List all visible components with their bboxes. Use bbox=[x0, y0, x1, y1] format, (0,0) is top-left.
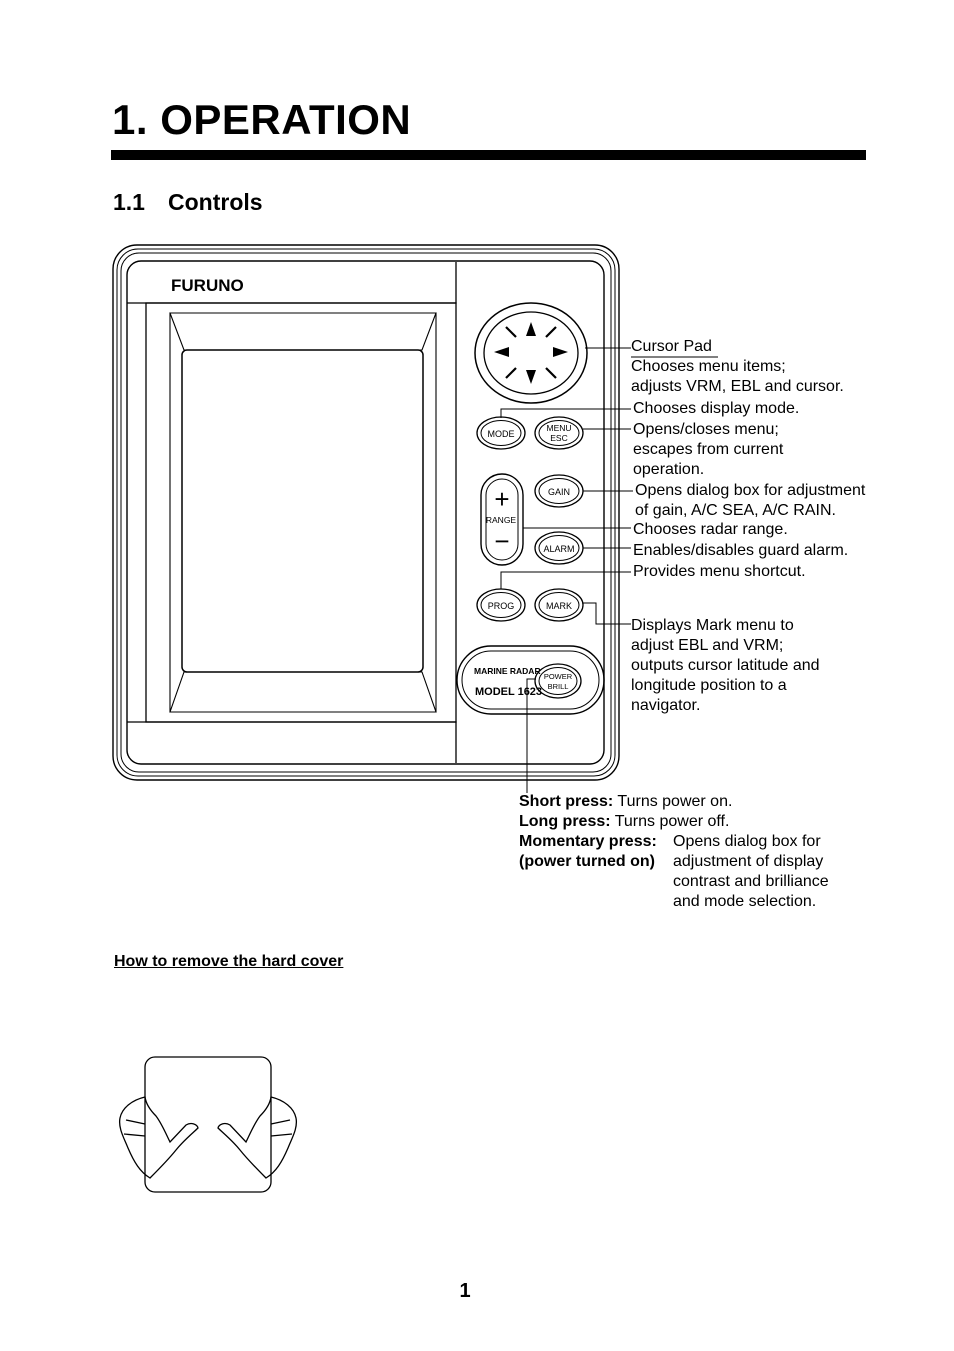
hard-cover bbox=[145, 1057, 271, 1192]
momentary-press-text: contrast and brilliance bbox=[673, 873, 829, 890]
range-button[interactable] bbox=[481, 474, 523, 565]
long-press-label: Long press: bbox=[519, 813, 611, 830]
chapter-title: 1. OPERATION bbox=[112, 96, 412, 143]
callout-range bbox=[633, 520, 788, 540]
menu-button-label: MENU bbox=[546, 423, 572, 433]
callout-cursor-pad bbox=[631, 337, 844, 397]
callout-cursor-pad-title: Cursor Pad bbox=[631, 338, 712, 355]
mark-button-label: MARK bbox=[545, 601, 573, 611]
mode-button-label: MODE bbox=[487, 429, 515, 439]
range-plus-icon[interactable]: + bbox=[494, 484, 510, 514]
arrow-up-right-icon[interactable] bbox=[546, 327, 556, 337]
short-press-label: Short press: bbox=[519, 793, 614, 810]
hard-cover-subheading: How to remove the hard cover bbox=[114, 953, 344, 970]
leader-mark bbox=[583, 603, 631, 624]
prog-button[interactable] bbox=[477, 589, 525, 621]
gain-button-label: GAIN bbox=[547, 487, 571, 497]
callout-mark-line: outputs cursor latitude and bbox=[631, 657, 820, 674]
range-minus-icon[interactable]: − bbox=[494, 526, 510, 556]
arrow-down-left-icon[interactable] bbox=[506, 368, 516, 378]
section-name: Controls bbox=[168, 189, 263, 215]
callout-mode bbox=[633, 399, 799, 419]
callout-mode-line: Chooses display mode. bbox=[633, 400, 800, 417]
power-button-label: POWER bbox=[543, 672, 573, 681]
callout-alarm bbox=[633, 541, 848, 561]
callout-cursor-pad-line: adjusts VRM, EBL and cursor. bbox=[631, 378, 844, 395]
momentary-press-label: Momentary press: bbox=[519, 833, 657, 850]
arrow-right-icon[interactable] bbox=[553, 347, 568, 357]
brand-logo: FURUNO bbox=[171, 276, 244, 295]
momentary-press-text: adjustment of display bbox=[673, 853, 824, 870]
left-hand bbox=[120, 1097, 198, 1178]
callout-mark-line: adjust EBL and VRM; bbox=[631, 637, 784, 654]
range-button-label: RANGE bbox=[485, 515, 517, 525]
arrow-left-icon[interactable] bbox=[494, 347, 509, 357]
arrow-down-icon[interactable] bbox=[526, 370, 536, 384]
callout-cursor-pad-line: Chooses menu items; bbox=[631, 358, 786, 375]
callout-range-line: Chooses radar range. bbox=[633, 521, 788, 538]
callout-alarm-line: Enables/disables guard alarm. bbox=[633, 542, 849, 559]
momentary-press-text: and mode selection. bbox=[673, 893, 817, 910]
callout-gain-line: of gain, A/C SEA, A/C RAIN. bbox=[635, 502, 836, 519]
callout-mark-line: longitude position to a bbox=[631, 677, 787, 694]
section-number: 1.1 bbox=[113, 189, 145, 215]
arrow-up-icon[interactable] bbox=[526, 322, 536, 336]
nameplate-line1: MARINE RADAR bbox=[474, 666, 541, 676]
right-hand bbox=[218, 1097, 296, 1178]
momentary-press-text: Opens dialog box for bbox=[673, 833, 821, 850]
case-outer-line bbox=[113, 245, 619, 780]
callout-menu bbox=[633, 420, 783, 480]
callout-prog bbox=[633, 562, 806, 582]
hard-cover-illustration bbox=[120, 1057, 297, 1192]
prog-button-label: PROG bbox=[487, 601, 515, 611]
screen-bezel bbox=[146, 303, 456, 722]
brill-button-label: BRILL bbox=[547, 682, 569, 691]
esc-button-label: ESC bbox=[550, 433, 568, 443]
short-press-text: Turns power on. bbox=[617, 793, 733, 810]
nameplate bbox=[457, 646, 604, 714]
callout-menu-line: Opens/closes menu; bbox=[633, 421, 779, 438]
nameplate-line2: MODEL 1623 bbox=[475, 686, 543, 698]
cursor-pad[interactable] bbox=[475, 303, 587, 403]
alarm-button-label: ALARM bbox=[543, 544, 575, 554]
menu-esc-button[interactable] bbox=[535, 417, 583, 449]
callout-gain-line: Opens dialog box for adjustment bbox=[635, 482, 866, 499]
mark-button[interactable] bbox=[535, 589, 583, 621]
callout-mark bbox=[631, 616, 820, 716]
callout-prog-line: Provides menu shortcut. bbox=[633, 563, 806, 580]
alarm-button[interactable] bbox=[535, 532, 583, 564]
callout-mark-line: Displays Mark menu to bbox=[631, 617, 794, 634]
arrow-down-right-icon[interactable] bbox=[546, 368, 556, 378]
callout-gain bbox=[635, 481, 865, 521]
long-press-text: Turns power off. bbox=[614, 813, 730, 830]
lcd-screen bbox=[182, 350, 423, 672]
arrow-up-left-icon[interactable] bbox=[506, 327, 516, 337]
callout-mark-line: navigator. bbox=[631, 697, 701, 714]
callout-menu-line: escapes from current bbox=[633, 441, 784, 458]
page-number: 1 bbox=[459, 1280, 471, 1302]
power-brill-button[interactable] bbox=[535, 664, 581, 698]
power-on-condition-label: (power turned on) bbox=[519, 853, 655, 870]
mode-button[interactable] bbox=[477, 417, 525, 449]
gain-button[interactable] bbox=[535, 475, 583, 507]
callout-menu-line: operation. bbox=[633, 461, 705, 478]
power-key-description bbox=[519, 792, 829, 912]
